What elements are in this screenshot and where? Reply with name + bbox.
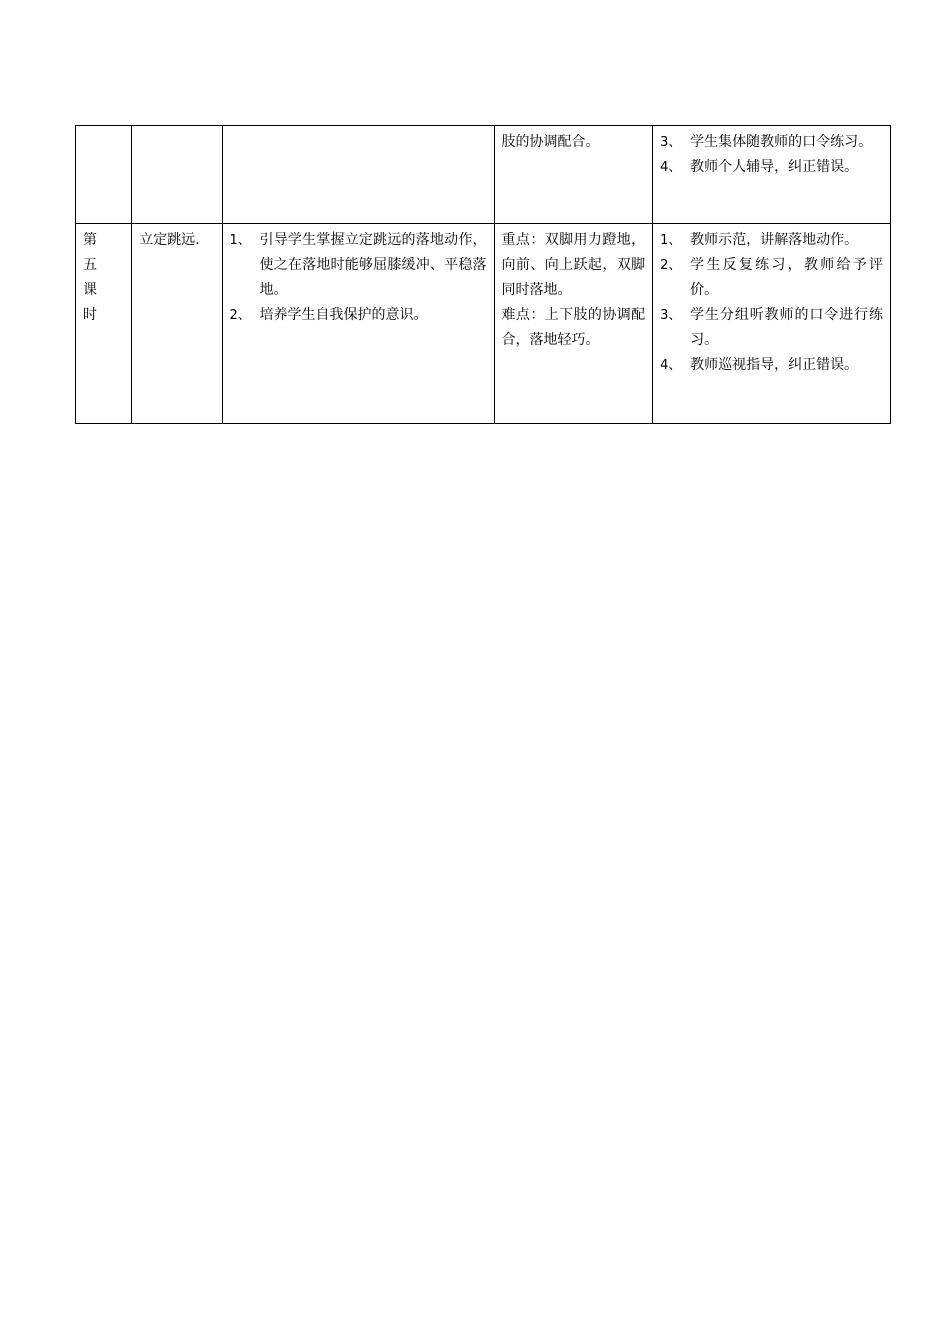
topic-cell	[132, 126, 222, 224]
item-text: 教师巡视指导，纠正错误。	[690, 357, 859, 373]
topic-label: 立定跳远.	[139, 232, 200, 248]
list-item	[660, 253, 883, 303]
topic-cell	[132, 224, 222, 424]
item-number: 1、	[660, 233, 682, 248]
item-number: 2、	[660, 258, 682, 273]
item-text: 教师个人辅导，纠正错误。	[690, 159, 859, 175]
item-number: 2、	[229, 308, 251, 323]
difficulty-text: 难点：上下肢的协调配合，落地轻巧。	[501, 307, 646, 348]
item-number: 1、	[229, 233, 251, 248]
goals-list	[230, 228, 487, 328]
key-point-text: 重点：双脚用力蹬地，向前、向上跃起，双脚同时落地。	[501, 232, 646, 298]
key-points-cell	[494, 224, 653, 424]
lesson-label: 第五课时	[83, 232, 97, 323]
key-points-cell	[494, 126, 653, 224]
lesson-cell	[76, 224, 132, 424]
list-item	[660, 303, 883, 353]
item-text: 学生集体随教师的口令练习。	[690, 134, 873, 150]
list-item	[660, 353, 883, 378]
steps-list	[660, 130, 883, 180]
item-number: 3、	[660, 135, 682, 150]
list-item	[660, 155, 883, 180]
goals-cell	[222, 126, 494, 224]
list-item	[230, 228, 487, 303]
item-text: 教师示范，讲解落地动作。	[690, 232, 859, 248]
table-row	[76, 126, 891, 224]
item-number: 4、	[660, 160, 682, 175]
list-item	[660, 228, 883, 253]
item-text: 培养学生自我保护的意识。	[259, 307, 428, 323]
item-number: 3、	[660, 308, 682, 323]
lesson-plan-table	[75, 125, 891, 424]
goals-cell	[222, 224, 494, 424]
list-item	[230, 303, 487, 328]
steps-list	[660, 228, 883, 378]
table-row	[76, 224, 891, 424]
steps-cell	[653, 224, 891, 424]
item-text: 引导学生掌握立定跳远的落地动作，使之在落地时能够屈膝缓冲、平稳落地。	[259, 232, 487, 298]
item-text: 学生分组听教师的口令进行练习。	[690, 307, 883, 348]
lesson-cell	[76, 126, 132, 224]
item-text: 学生反复练习，教师给予评价。	[690, 257, 883, 298]
item-number: 4、	[660, 358, 682, 373]
list-item	[660, 130, 883, 155]
key-points-text: 肢的协调配合。	[501, 134, 600, 150]
steps-cell	[653, 126, 891, 224]
